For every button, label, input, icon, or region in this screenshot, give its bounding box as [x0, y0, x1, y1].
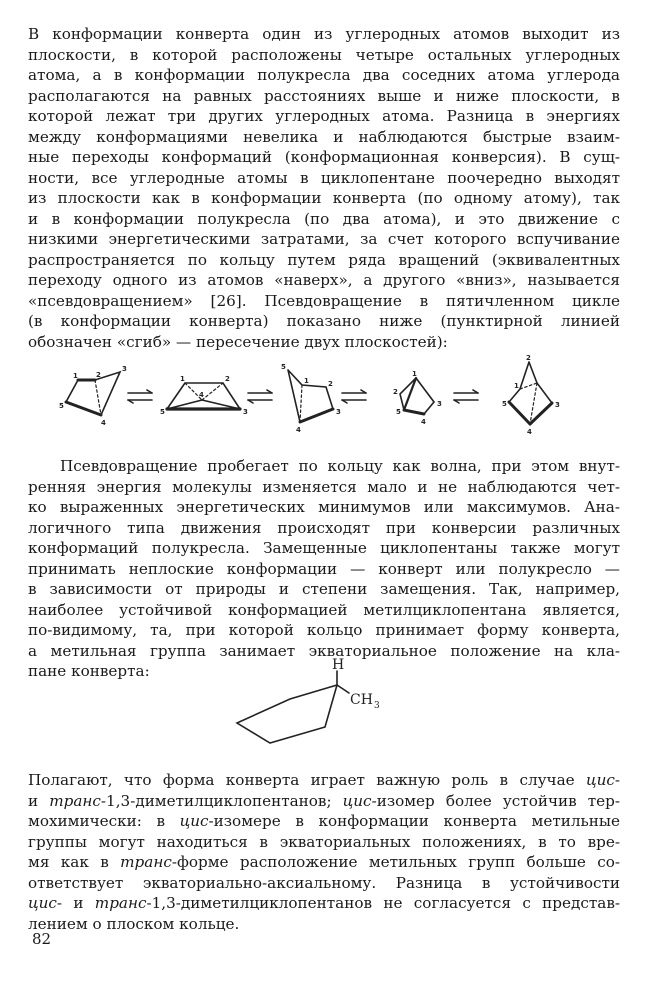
text-line: ные переходы конформаций (конформационная конверсия). В сущ- — [28, 148, 620, 166]
text-line: конформаций полукресла. Замещенные циклопентаны также могут — [28, 539, 620, 557]
text-line: которой лежат три других углеродных атома. Разница в энергиях — [28, 107, 620, 125]
text-run: ответствует экваториально-аксиальному. Разница в устойчивости — [28, 873, 620, 892]
s5-label-1: 1 — [514, 382, 519, 390]
text-line: логичного типа движения происходят при конверсии различных — [28, 518, 620, 537]
text-run: группы могут находиться в экваториальных положениях, в то вре- — [28, 832, 620, 851]
s1-label-3: 3 — [122, 365, 127, 373]
text-line: пане конверта: — [28, 662, 150, 680]
text-run: и — [28, 791, 50, 810]
s3-label-1: 1 — [304, 377, 309, 385]
s3-label-2: 2 — [328, 380, 333, 388]
text-line: ности, все углеродные атомы в циклопентане поочередно выходят — [28, 168, 620, 187]
atom-ch-subscript: 3 — [374, 701, 380, 711]
text-run: - — [614, 771, 620, 789]
s2-label-2: 2 — [225, 375, 230, 383]
s3-label-4: 4 — [296, 426, 301, 434]
text-run: - и — [56, 894, 95, 912]
paragraph-pseudorotation — [28, 456, 620, 682]
methylcyclopentane-structure — [225, 655, 395, 755]
paragraph-dimethylcyclopentanes — [28, 770, 620, 934]
s2-label-1: 1 — [180, 375, 185, 383]
italic-term: транс — [120, 853, 172, 871]
text-run: -изомере в конформации конверта метильные — [208, 812, 620, 830]
text-line: ко выраженных энергетических минимумов или максимумов. Ана- — [28, 498, 620, 516]
text-line — [28, 791, 620, 812]
pseudorotation-scheme — [40, 352, 580, 442]
atom-h: H — [332, 657, 345, 673]
text-line: принимать неплоские конформации — конверт или полукресло — — [28, 559, 620, 578]
text-line: низкими энергетическими затратами, за счет которого вспучивание — [28, 230, 620, 248]
page-number: 82 — [32, 930, 52, 948]
s1-label-1: 1 — [73, 372, 78, 380]
s4-label-3: 3 — [437, 400, 442, 408]
text-line — [28, 852, 620, 873]
text-line: а метильная группа занимает экваториальное положение на кла- — [28, 641, 620, 660]
text-line: ренняя энергия молекулы изменяется мало и не наблюдаются чет- — [28, 477, 620, 496]
s2-label-4: 4 — [199, 391, 204, 399]
s1-label-4: 4 — [101, 419, 106, 427]
s1-label-2: 2 — [96, 371, 101, 379]
italic-term: транс — [94, 894, 147, 912]
text-line — [28, 832, 620, 853]
text-line — [28, 914, 620, 935]
text-line: В конформации конверта один из углеродных атомов выходит из — [28, 25, 620, 43]
text-line: наиболее устойчивой конформацией метилциклопентана является, — [28, 600, 620, 619]
text-line: переходу одного из атомов «наверх», а другого «вниз», называется — [28, 271, 620, 289]
s1-label-5: 5 — [59, 402, 64, 410]
s2-label-3: 3 — [243, 408, 248, 416]
text-line: «псевдовращением» [26]. Псевдовращение в пятичленном цикле — [28, 291, 620, 310]
text-run: -1,3-диметилциклопентанов; — [100, 791, 343, 810]
s4-label-2: 2 — [393, 388, 398, 396]
s3-label-5: 5 — [281, 363, 286, 371]
atom-ch: CH — [350, 692, 373, 708]
italic-term: транс — [49, 791, 101, 810]
text-line: из плоскости как в конформации конверта (по одному атому), так — [28, 189, 620, 207]
text-run: -форме расположение метильных групп больше со- — [171, 853, 620, 871]
text-line: плоскости, в которой расположены четыре остальных углеродных — [28, 45, 620, 64]
s5-label-2: 2 — [526, 354, 531, 362]
text-run: мохимически: в — [28, 812, 180, 830]
s4-label-4: 4 — [421, 418, 426, 426]
text-line: между конформациями невелика и наблюдаются быстрые взаим- — [28, 127, 620, 146]
text-run: лением о плоском кольце. — [28, 914, 240, 933]
text-line: атома, а в конформации полукресла два соседних атома углерода — [28, 66, 620, 84]
text-run: -1,3-диметилциклопентанов не согласуется с представ- — [146, 894, 620, 912]
s3-label-3: 3 — [336, 408, 341, 416]
text-line: Псевдовращение пробегает по кольцу как волна, при этом внут- — [60, 457, 620, 475]
paragraph-conformations — [28, 24, 620, 352]
text-line: располагаются на равных расстояниях выше и ниже плоскости, в — [28, 86, 620, 105]
s4-label-1: 1 — [412, 370, 417, 378]
s5-label-5: 5 — [502, 400, 507, 408]
text-run: -изомер более устойчив тер- — [371, 791, 620, 810]
s4-label-5: 5 — [396, 408, 401, 416]
s2-label-5: 5 — [160, 408, 165, 416]
text-line: в зависимости от природы и степени замещения. Так, например, — [28, 580, 620, 598]
text-line: (в конформации конверта) показано ниже (пунктирной линией — [28, 312, 620, 330]
text-line — [28, 873, 620, 894]
italic-term: цис — [342, 791, 372, 810]
text-line — [28, 770, 620, 791]
text-line: и в конформации полукресла (по два атома), и это движение с — [28, 209, 620, 228]
italic-term: цис — [585, 771, 615, 789]
text-run: мя как в — [28, 853, 121, 871]
italic-term: цис — [179, 812, 209, 830]
s5-label-4: 4 — [527, 428, 532, 436]
text-line: по-видимому, та, при которой кольцо принимает форму конверта, — [28, 621, 620, 639]
text-line — [28, 811, 620, 832]
text-line: обозначен «сгиб» — пересечение двух плоскостей): — [28, 332, 448, 351]
s5-label-3: 3 — [555, 401, 560, 409]
italic-term: цис — [28, 894, 57, 912]
text-line — [28, 893, 620, 914]
text-line: распространяется по кольцу путем ряда вращений (эквивалентных — [28, 250, 620, 269]
text-run: Полагают, что форма конверта играет важную роль в случае — [28, 771, 586, 789]
